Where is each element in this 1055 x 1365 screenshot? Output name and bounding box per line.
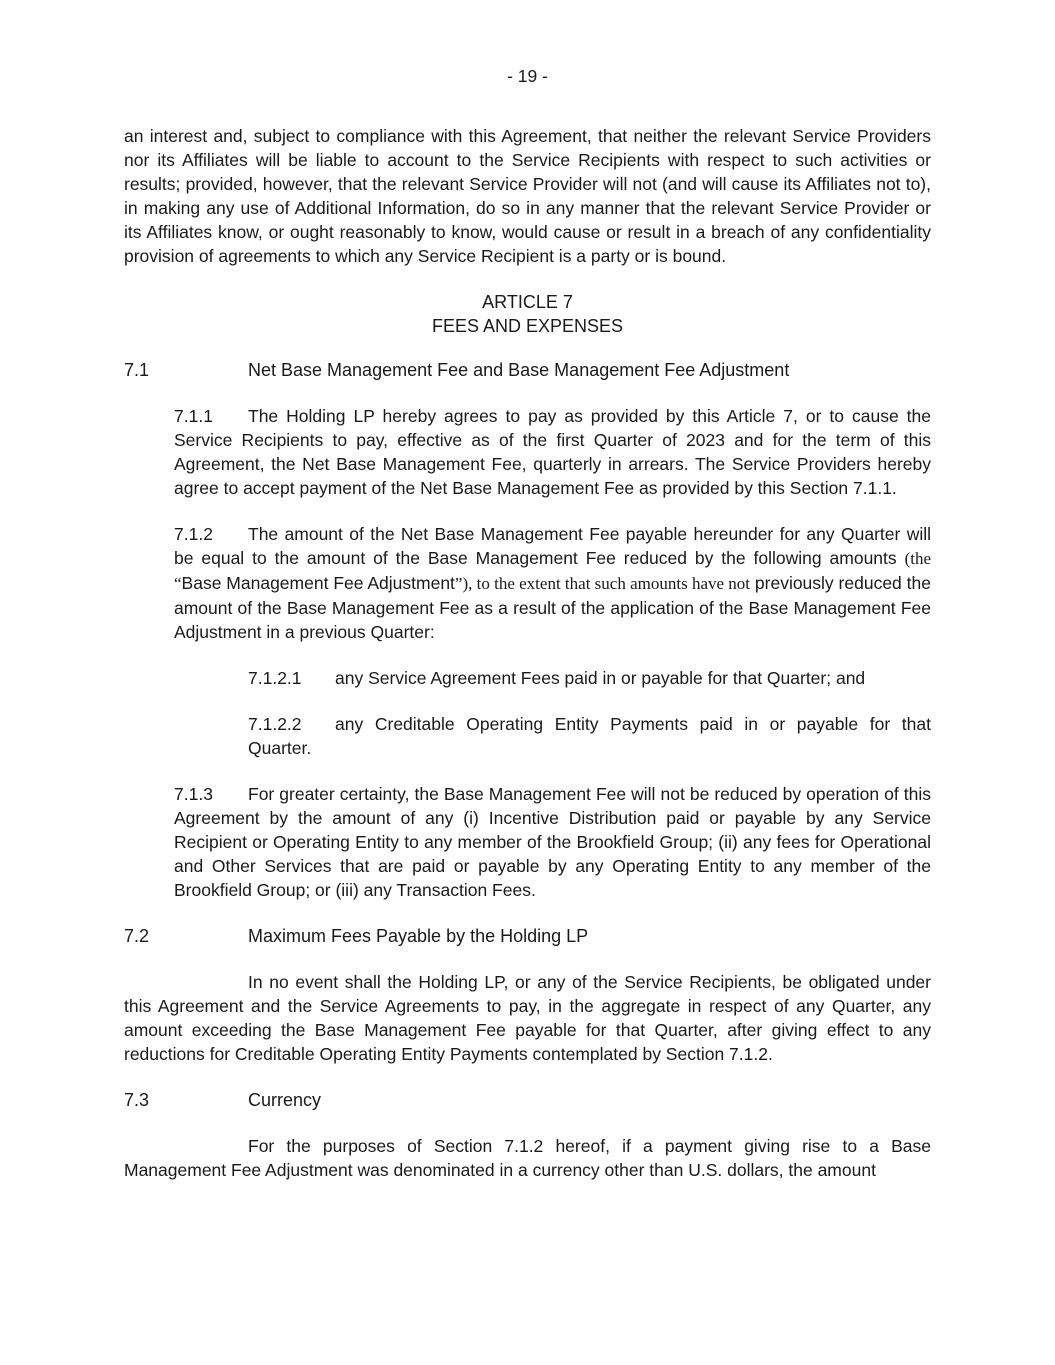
section-7-1-heading bbox=[124, 358, 931, 382]
defined-term: Base Management Fee Adjustment bbox=[181, 573, 455, 593]
subsection-7-1-2-1 bbox=[248, 666, 931, 690]
section-title: Net Base Management Fee and Base Management Fee Adjustment bbox=[248, 360, 790, 380]
section-7-3-heading bbox=[124, 1088, 931, 1112]
subsection-7-1-3 bbox=[174, 782, 931, 902]
section-number: 7.2 bbox=[124, 926, 150, 946]
page-content bbox=[124, 124, 931, 1204]
article-number: ARTICLE 7 bbox=[482, 292, 573, 312]
subsection-number: 7.1.2.2 bbox=[248, 714, 302, 734]
section-title: Currency bbox=[248, 1090, 322, 1110]
subsection-number: 7.1.1 bbox=[174, 406, 213, 426]
section-number: 7.3 bbox=[124, 1090, 150, 1110]
subsection-number: 7.1.3 bbox=[174, 784, 213, 804]
subsection-text: any Service Agreement Fees paid in or payable for that Quarter; and bbox=[335, 668, 866, 688]
article-heading bbox=[124, 290, 931, 338]
intro-paragraph: an interest and, subject to compliance with this Agreement, that neither the relevant Service Providers nor its Affiliates will be liable to account to the Service Recipients with respect to such activities or results; provided, however, that the relevant Service Provider will not (and will cause its Affiliates not to), in making any use of Additional Information, do so in any manner that the relevant Service Provider or its Affiliates know, or ought reasonably to know, would cause or result in a breach of any confidentiality provision of agreements to which any Service Recipient is a party or is bound. bbox=[124, 126, 931, 266]
page-number: - 19 - bbox=[507, 66, 548, 86]
article-title: FEES AND EXPENSES bbox=[431, 316, 624, 336]
subsection-text: any Creditable Operating Entity Payments paid in or payable for that Quarter. bbox=[248, 714, 931, 758]
subsection-number: 7.1.2.1 bbox=[248, 668, 302, 688]
subsection-text: The Holding LP hereby agrees to pay as provided by this Article 7, or to cause the Service Recipients to pay, effective as of the first Quarter of 2023 and for the term of this Agreement, the Net Base Management Fee, quarterly in arrears. The Service Providers hereby agree to accept payment of the Net Base Management Fee as provided by this Section 7.1.1. bbox=[174, 406, 931, 498]
section-7-2-body: In no event shall the Holding LP, or any of the Service Recipients, be obligated under this Agreement and the Service Agreements to pay, in the aggregate in respect of any Quarter, any amount exceeding the Base Management Fee payable for that Quarter, after giving effect to any reductions for Creditable Operating Entity Payments contemplated by Section 7.1.2. bbox=[124, 972, 931, 1064]
subsection-number: 7.1.2 bbox=[174, 524, 213, 544]
section-7-3-body: For the purposes of Section 7.1.2 hereof, if a payment giving rise to a Base Management Fee Adjustment was denominated in a currency other than U.S. dollars, the amount bbox=[124, 1136, 931, 1180]
subsection-text-serif: (the “ bbox=[174, 549, 931, 593]
section-7-2-heading bbox=[124, 924, 931, 948]
subsection-text: previously reduced the amount of the Base Management Fee as a result of the application of the Base Management Fee Adjustment in a previous Quarter: bbox=[174, 573, 931, 642]
subsection-7-1-2 bbox=[174, 522, 931, 644]
subsection-7-1-1 bbox=[174, 404, 931, 500]
subsection-text: The amount of the Net Base Management Fee payable hereunder for any Quarter will be equal to the amount of the Base Management Fee reduced by the following amounts bbox=[174, 524, 931, 568]
section-title: Maximum Fees Payable by the Holding LP bbox=[248, 926, 589, 946]
subsection-text: For greater certainty, the Base Management Fee will not be reduced by operation of this Agreement by the amount of any (i) Incentive Distribution paid or payable by any Service Recipient or Operating Entity to any member of the Brookfield Group; (ii) any fees for Operational and Other Services that are paid or payable by any Operating Entity to any member of the Brookfield Group; or (iii) any Transaction Fees. bbox=[174, 784, 931, 900]
subsection-7-1-2-2 bbox=[248, 712, 931, 760]
section-number: 7.1 bbox=[124, 360, 150, 380]
subsection-text-serif: ”), to the extent that such amounts have not bbox=[454, 574, 751, 593]
